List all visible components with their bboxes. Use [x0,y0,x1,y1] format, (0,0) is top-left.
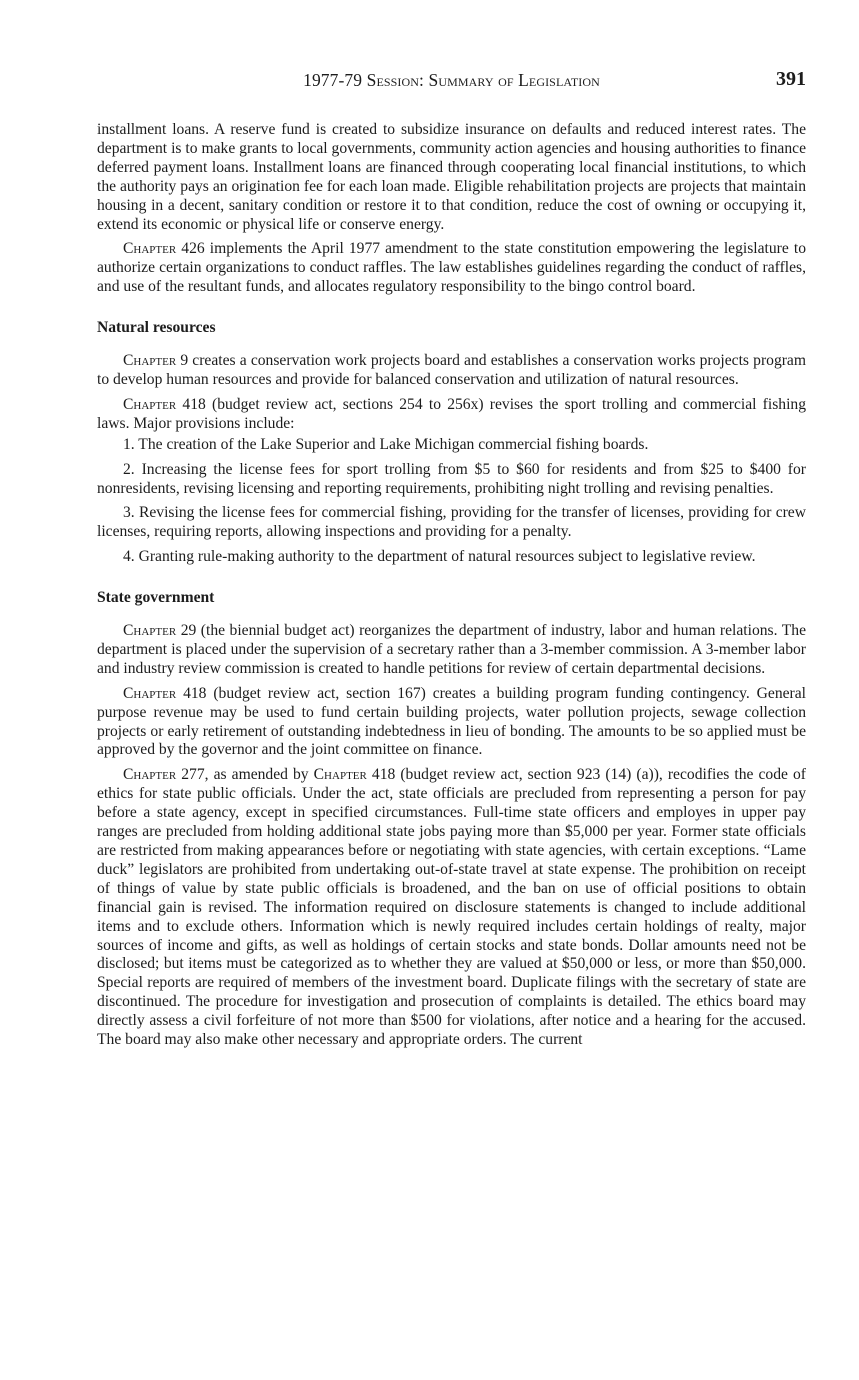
section-heading-state-government: State government [97,589,215,607]
list-item: 2. Increasing the license fees for sport trolling from $5 to $60 for residents and from $25 to $400 for nonresidents, revising licensing and reporting requirements, prohibiting night trolling and revising penalties. [97,460,806,497]
chapter-label: Chapter [123,352,177,370]
paragraph-text: 9 creates a conservation work projects board and establishes a conservation works projects program to develop human resources and provide for balanced conservation and utilization of natural resources. [97,352,806,388]
paragraph-text: 29 (the biennial budget act) reorganizes the department of industry, labor and human relations. The department is placed under the supervision of a secretary rather than a 3-member commission. A 3-member labor and industry review commission is created to handle petitions for review of certain departmental decisions. [97,622,806,677]
chapter-label: Chapter [123,622,177,640]
list-item: 1. The creation of the Lake Superior and Lake Michigan commercial fishing boards. [123,435,649,453]
nr-paragraph-2 [97,396,806,434]
sg-paragraph-3 [97,766,806,1050]
paragraph-text: 418 (budget review act, section 923 (14) (a)), recodifies the code of ethics for state public officials. Under the act, state officials are precluded from representing a person for pay before a state agency, except in specified circumstances. Full-time state officers and employes in upper pay ranges are precluded from holding additional state jobs paying more than $5,000 per year. Former state officials are restricted from making appearances before or negotiating with state agencies, with certain exceptions. “Lame duck” legislators are prohibited from undertaking out-of-state travel at state expense. The prohibition on receipt of things of value by state public officials is broadened, and the ban on use of official positions to obtain financial gain is revised. The information required on disclosure statements is changed to include additional items and to exclude others. Information which is newly required includes certain holdings of realty, major sources of income and gifts, as well as holdings of certain stocks and state bonds. Dollar amounts need not be disclosed; but items must be categorized as to whether they are valued at $50,000 or less, or more than $50,000. Special reports are required of members of the investment board. Duplicate filings with the secretary of state are discontinued. The procedure for investigation and prosecution of complaints is detailed. The ethics board may directly assess a civil forfeiture of not more than $500 for violations, after notice and a hearing for the accused. The board may also make other necessary and appropriate orders. The current [97,766,806,1049]
paragraph-text: 418 (budget review act, section 167) creates a building program funding contingency. General purpose revenue may be used to fund certain building projects, water pollution projects, sewage collection projects or early retirement of outstanding indebtedness in lieu of bonding. The amounts to be so applied must be approved by the governor and the joint committee on finance. [97,684,806,759]
chapter-label: Chapter [123,766,177,784]
list-item: 3. Revising the license fees for commercial fishing, providing for the transfer of licenses, providing for crew licenses, requiring reports, allowing inspections and providing for a penalty. [97,504,806,541]
running-title: Summary of Legislation [428,70,600,90]
section-heading-natural-resources: Natural resources [97,319,216,337]
paragraph-text: 426 implements the April 1977 amendment to the state constitution empowering the legislature to authorize certain organizations to conduct raffles. The law establishes guidelines regarding the conduct of raffles, and use of the resultant funds, and allocates regulatory responsibility to the bingo control board. [97,240,806,296]
page-number: 391 [776,68,806,90]
running-head [97,70,806,91]
chapter-label: Chapter [123,240,177,258]
chapter-label: Chapter [123,395,177,413]
paragraph-text: 277, as amended by [176,766,314,784]
sg-paragraph-1 [97,622,806,679]
chapter-label: Chapter [313,766,367,784]
paragraph-text: 418 (budget review act, sections 254 to 256x) revises the sport trolling and commercial fishing laws. Major provisions include: [97,395,806,432]
session-years: 1977-79 [303,70,363,90]
intro-paragraph-1: installment loans. A reserve fund is created to subsidize insurance on defaults and reduced interest rates. The department is to make grants to local governments, community action agencies and housing authorities to finance deferred payment loans. Installment loans are financed through cooperating local financial institutions, to which the authority pays an origination fee for each loan made. Eligible rehabilitation projects are projects that maintain housing in a decent, sanitary condition or restore it to that condition, reduce the cost of owning or occupying it, extend its economic or physical life or conserve energy. [97,121,806,233]
list-item: 4. Granting rule-making authority to the department of natural resources subject to legislative review. [123,548,756,566]
sg-paragraph-2 [97,685,806,761]
chapter-label: Chapter [123,684,177,702]
session-word: Session: [366,70,425,90]
page-header [97,68,806,96]
body-text [97,121,806,1056]
nr-paragraph-1 [97,352,806,390]
intro-paragraph-2 [97,240,806,297]
